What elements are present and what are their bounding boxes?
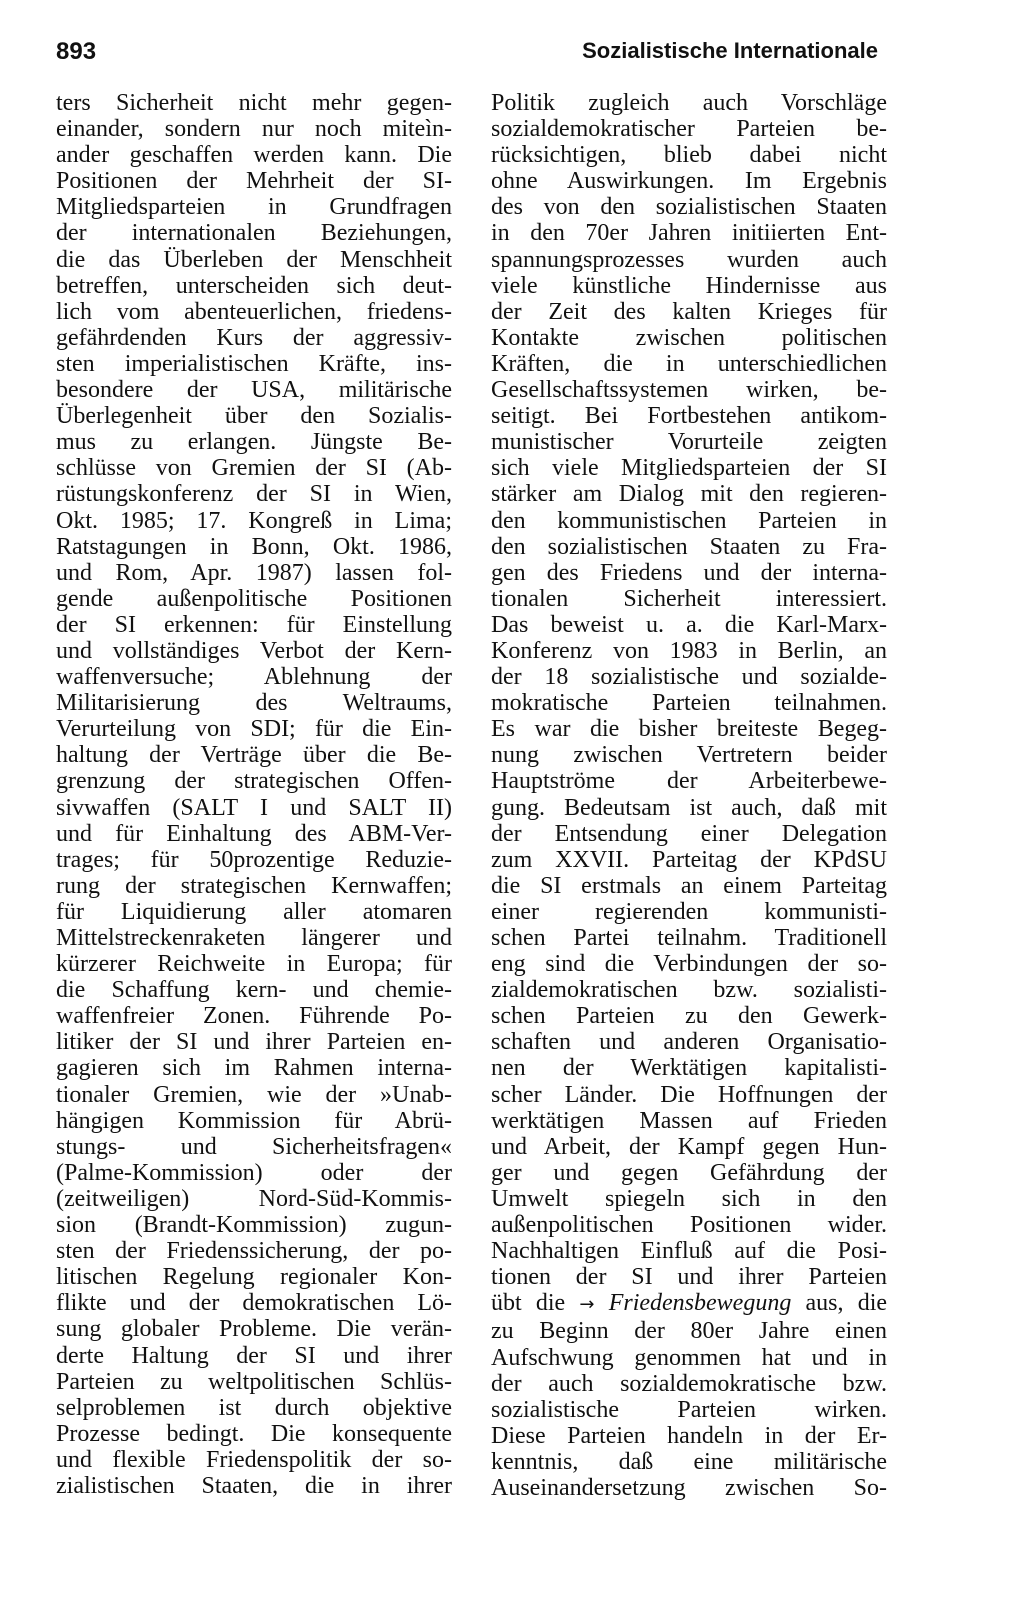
text-line: die Schaffung kern- und chemie- <box>56 977 452 1004</box>
text-line: sung globaler Probleme. Die verän- <box>56 1316 452 1343</box>
text-line: Nachhaltigen Einfluß auf die Posi- <box>491 1238 887 1265</box>
text-line: gagieren sich im Rahmen interna- <box>56 1055 452 1082</box>
cross-reference-line <box>491 1290 887 1318</box>
text-line: schlüsse von Gremien der SI (Ab- <box>56 455 452 482</box>
right-column-text-after-link <box>491 1318 887 1501</box>
text-line: der SI erkennen: für Einstellung <box>56 611 452 638</box>
text-line: gen des Friedens und der interna- <box>491 559 887 586</box>
text-line: (zeitweiligen) Nord-Süd-Kommis- <box>56 1185 452 1212</box>
text-line: der Zeit des kalten Krieges für <box>491 298 887 325</box>
text-line: zum XXVII. Parteitag der KPdSU <box>491 846 887 873</box>
text-line: stärker am Dialog mit den regieren- <box>491 481 887 508</box>
text-line: Prozesse bedingt. Die konsequente <box>56 1420 452 1447</box>
text-line: Mittelstreckenraketen längerer und <box>56 925 452 951</box>
text-line: und für Einhaltung des ABM-Ver- <box>56 820 452 847</box>
text-line: Ratstagungen in Bonn, Okt. 1986, <box>56 533 452 560</box>
running-head: Sozialistische Internationale <box>582 38 878 63</box>
text-line: scher Länder. Die Hoffnungen der <box>491 1081 887 1108</box>
text-line: Verurteilung von SDI; für die Ein- <box>56 716 452 743</box>
link-line-prefix: übt die <box>491 1290 580 1317</box>
text-line: grenzung der strategischen Offen- <box>56 768 452 795</box>
text-line: werktätigen Massen auf Frieden <box>491 1107 887 1134</box>
text-line: (Palme-Kommission) oder der <box>56 1159 452 1186</box>
text-line: Okt. 1985; 17. Kongreß in Lima; <box>56 507 452 534</box>
text-line: derte Haltung der SI und ihrer <box>56 1342 452 1369</box>
text-line: einander, sondern nur noch miteìn- <box>56 116 452 143</box>
text-line: haltung der Verträge über die Be- <box>56 742 452 769</box>
arrow-icon: → <box>579 1294 595 1316</box>
text-line: kürzerer Reichweite in Europa; für <box>56 951 452 978</box>
page-number: 893 <box>56 38 97 65</box>
text-line: und Arbeit, der Kampf gegen Hun- <box>491 1133 887 1160</box>
text-line: Parteien zu weltpolitischen Schlüs- <box>56 1368 452 1395</box>
text-line: der auch sozialdemokratische bzw. <box>491 1370 887 1397</box>
text-line: Umwelt spiegeln sich in den <box>491 1185 887 1212</box>
text-line: schaften und anderen Organisatio- <box>491 1029 887 1056</box>
text-line: spannungsprozesses wurden auch <box>491 246 887 273</box>
text-line: eng sind die Verbindungen der so- <box>491 951 887 978</box>
text-line: sten der Friedenssicherung, der po- <box>56 1238 452 1265</box>
text-line: in den 70er Jahren initiierten Ent- <box>491 220 887 247</box>
text-line: den sozialistischen Staaten zu Fra- <box>491 533 887 560</box>
link-line-suffix: aus, die <box>791 1290 888 1317</box>
text-line: Mitgliedsparteien in Grundfragen <box>56 194 452 221</box>
text-line: tionaler Gremien, wie der »Unab- <box>56 1081 452 1108</box>
text-line: Diese Parteien handeln in der Er- <box>491 1422 887 1449</box>
text-line: mokratische Parteien teilnahmen. <box>491 690 887 717</box>
text-line: besondere der USA, militärische <box>56 377 452 404</box>
text-line: den kommunistischen Parteien in <box>491 507 887 534</box>
text-line: rücksichtigen, blieb dabei nicht <box>491 142 887 169</box>
text-line: Auseinandersetzung zwischen So- <box>491 1474 887 1501</box>
text-line: des von den sozialistischen Staaten <box>491 194 887 221</box>
text-line: Kräften, die in unterschiedlichen <box>491 350 887 377</box>
text-line: ander geschaffen werden kann. Die <box>56 142 452 169</box>
text-line: Gesellschaftssystemen wirken, be- <box>491 377 887 404</box>
text-line: betreffen, unterscheiden sich deut- <box>56 272 452 299</box>
text-line: sozialistische Parteien wirken. <box>491 1396 887 1423</box>
text-line: Hauptströme der Arbeiterbewe- <box>491 768 887 795</box>
text-line: waffenversuche; Ablehnung der <box>56 664 452 691</box>
text-line: seitigt. Bei Fortbestehen antikom- <box>491 403 887 430</box>
text-line: der internationalen Beziehungen, <box>56 220 452 247</box>
text-line: gende außenpolitische Positionen <box>56 585 452 612</box>
text-line: mus zu erlangen. Jüngste Be- <box>56 429 452 456</box>
text-line: tionen der SI und ihrer Parteien <box>491 1264 887 1291</box>
text-line: stungs- und Sicherheitsfragen« <box>56 1133 452 1160</box>
text-line: schen Partei teilnahm. Traditionell <box>491 925 887 951</box>
text-line: tionalen Sicherheit interessiert. <box>491 585 887 612</box>
text-line: schen Parteien zu den Gewerk- <box>491 1003 887 1030</box>
text-line: der 18 sozialistische und sozialde- <box>491 664 887 691</box>
text-line: außenpolitischen Positionen wider. <box>491 1212 887 1239</box>
text-line: Überlegenheit über den Sozialis- <box>56 403 452 430</box>
left-column <box>56 90 452 1499</box>
text-line: und flexible Friedenspolitik der so- <box>56 1446 452 1473</box>
text-line: die SI erstmals an einem Parteitag <box>491 872 887 899</box>
text-line: und vollständiges Verbot der Kern- <box>56 637 452 664</box>
text-line: Positionen der Mehrheit der SI- <box>56 168 452 195</box>
text-line: ters Sicherheit nicht mehr gegen- <box>56 90 452 116</box>
text-line: sivwaffen (SALT I und SALT II) <box>56 794 452 821</box>
text-line: nen der Werktätigen kapitalisti- <box>491 1055 887 1082</box>
text-line: selproblemen ist durch objektive <box>56 1394 452 1421</box>
text-line: zu Beginn der 80er Jahre einen <box>491 1318 887 1345</box>
text-line: litischen Regelung regionaler Kon- <box>56 1264 452 1291</box>
text-line: trages; für 50prozentige Reduzie- <box>56 846 452 873</box>
text-line: sozialdemokratischer Parteien be- <box>491 116 887 143</box>
text-line: Konferenz von 1983 in Berlin, an <box>491 637 887 664</box>
text-line: munistischer Vorurteile zeigten <box>491 429 887 456</box>
text-line: flikte und der demokratischen Lö- <box>56 1290 452 1317</box>
text-line: Kontakte zwischen politischen <box>491 324 887 351</box>
text-line: lich vom abenteuerlichen, friedens- <box>56 298 452 325</box>
text-line: zialdemokratischen bzw. sozialisti- <box>491 977 887 1004</box>
text-line: ohne Auswirkungen. Im Ergebnis <box>491 168 887 195</box>
text-line: Militarisierung des Weltraums, <box>56 690 452 717</box>
cross-reference-link[interactable]: Friedensbewegung <box>608 1290 792 1317</box>
text-line: rung der strategischen Kernwaffen; <box>56 872 452 899</box>
text-line: die das Überleben der Menschheit <box>56 246 452 273</box>
text-line: zialistischen Staaten, die in ihrer <box>56 1472 452 1499</box>
right-column <box>491 90 887 1501</box>
right-column-text-before-link <box>491 90 887 1290</box>
text-line: kenntnis, daß eine militärische <box>491 1448 887 1475</box>
text-line: waffenfreier Zonen. Führende Po- <box>56 1003 452 1030</box>
text-line: sich viele Mitgliedsparteien der SI <box>491 455 887 482</box>
text-line: Das beweist u. a. die Karl-Marx- <box>491 611 887 638</box>
text-line: gung. Bedeutsam ist auch, daß mit <box>491 794 887 821</box>
text-line: litiker der SI und ihrer Parteien en- <box>56 1029 452 1056</box>
text-line: Aufschwung genommen hat und in <box>491 1344 887 1371</box>
text-line: hängigen Kommission für Abrü- <box>56 1107 452 1134</box>
text-line: der Entsendung einer Delegation <box>491 820 887 847</box>
text-line: sten imperialistischen Kräfte, ins- <box>56 350 452 377</box>
text-line: einer regierenden kommunisti- <box>491 898 887 925</box>
text-line: viele künstliche Hindernisse aus <box>491 272 887 299</box>
text-line: Es war die bisher breiteste Begeg- <box>491 716 887 743</box>
text-line: rüstungskonferenz der SI in Wien, <box>56 481 452 508</box>
text-line: sion (Brandt-Kommission) zugun- <box>56 1212 452 1239</box>
text-line: gefährdenden Kurs der aggressiv- <box>56 324 452 351</box>
text-line: und Rom, Apr. 1987) lassen fol- <box>56 559 452 586</box>
text-line: Politik zugleich auch Vorschläge <box>491 90 887 116</box>
text-line: nung zwischen Vertretern beider <box>491 742 887 769</box>
page-header <box>56 38 878 78</box>
text-line: für Liquidierung aller atomaren <box>56 898 452 925</box>
text-line: ger und gegen Gefährdung der <box>491 1159 887 1186</box>
